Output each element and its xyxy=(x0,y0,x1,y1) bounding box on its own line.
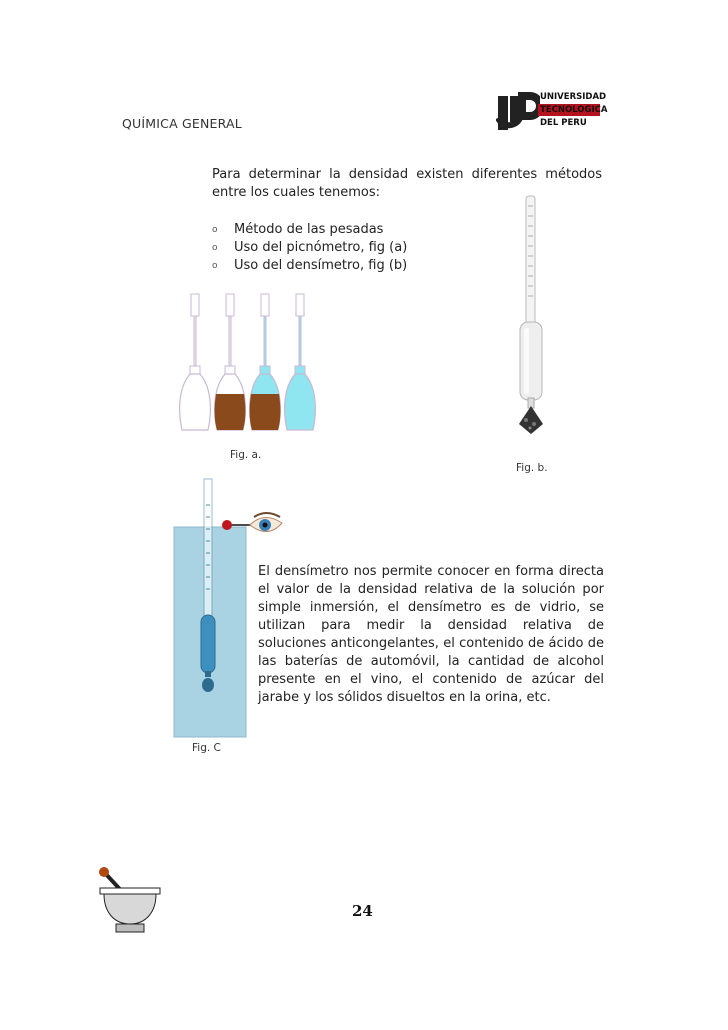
bullet: o xyxy=(212,261,218,271)
fig-c-caption: Fig. C xyxy=(192,742,221,754)
list-item xyxy=(212,221,407,239)
pycnometer-empty xyxy=(180,294,211,430)
method-list xyxy=(212,221,407,275)
description-paragraph: El densímetro nos permite conocer en forma directa el valor de la densidad relativa de la solución por simple inmersión, el densímetro es de vidrio, se utilizan para medir la densidad relativa de soluciones anticongelantes, el contenido de ácido de las baterías de automóvil, la cantidad de alcohol presente en el vino, el contenido de azúcar del jarabe y los sólidos disueltos en la orina, etc. xyxy=(258,564,604,705)
method-label: Método de las pesadas xyxy=(234,222,384,237)
header-title: QUÍMICA GENERAL xyxy=(122,116,242,131)
hydrometer-figure xyxy=(508,192,558,440)
university-logo xyxy=(496,90,606,132)
method-label: Uso del densímetro, fig (b) xyxy=(234,258,408,273)
logo-line-3: DEL PERU xyxy=(540,118,587,128)
pycnometer-water xyxy=(285,294,316,430)
eye-icon xyxy=(250,513,282,532)
bullet: o xyxy=(212,225,218,235)
intro-paragraph: Para determinar la densidad existen diferentes métodos entre los cuales tenemos: xyxy=(212,167,602,200)
pycnometer-sediment-water xyxy=(250,294,281,430)
pycnometer-figure xyxy=(176,290,318,438)
list-item xyxy=(212,239,407,257)
mortar-pestle-icon xyxy=(96,862,164,936)
bullet: o xyxy=(212,243,218,253)
logo-line-1: UNIVERSIDAD xyxy=(540,92,607,102)
list-item xyxy=(212,257,407,275)
pycnometer-sediment xyxy=(215,294,246,430)
logo-line-2: TECNOLOGICA xyxy=(540,105,608,115)
method-label: Uso del picnómetro, fig (a) xyxy=(234,240,408,255)
fig-b-caption: Fig. b. xyxy=(516,462,548,474)
fig-a-caption: Fig. a. xyxy=(230,449,262,461)
utp-logo-icon xyxy=(496,90,540,132)
page-number: 24 xyxy=(352,902,373,920)
